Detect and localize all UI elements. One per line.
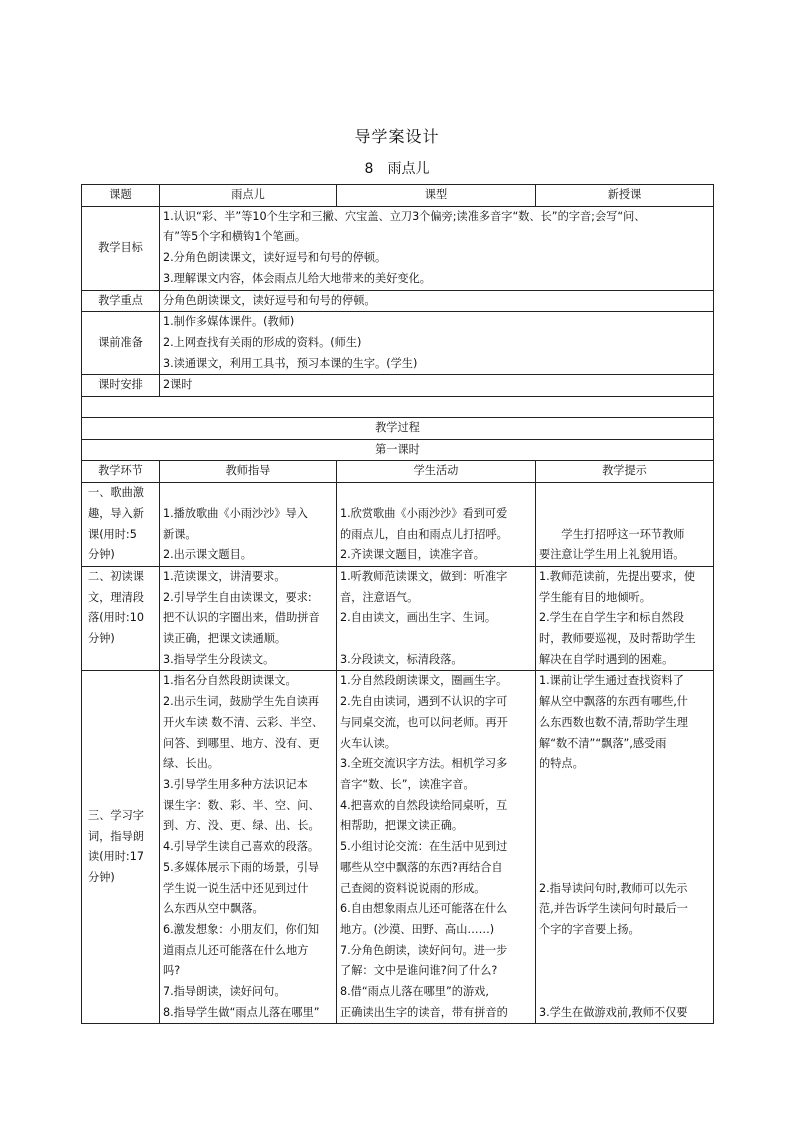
prep-cell [160,312,714,375]
student-cell [337,483,536,567]
tips-line: 解从空中飘落的东西有哪些,什 [539,695,688,709]
prep-line: 3.读通课文，利用工具书，预习本课的生字。(学生) [163,356,418,370]
student-line: 哪些从空中飘落的东西?再结合自 [340,860,503,874]
goal-line: 1.认识“彩、半”等10个生字和三撇、穴宝盖、立刀3个偏旁;读准多音字“数、长”的字音;会写“问、 [163,209,646,223]
teacher-line: 1.指名分自然段朗读课文。 [163,674,297,688]
tips-line [539,483,710,504]
tips-line: 的特点。 [539,757,584,771]
teacher-line [163,483,333,504]
topic-value: 雨点儿 [160,185,337,207]
student-line: 相帮助，把课文读正确。 [340,819,464,833]
student-line: 己查阅的资料说说雨的形成。 [340,881,486,895]
type-value: 新授课 [536,185,714,207]
section-row-3 [82,671,714,1024]
section-row-1 [82,483,714,567]
teacher-cell [160,566,337,671]
teacher-line: 2.引导学生自由读课文，要求: [163,590,312,604]
hours-row [82,375,714,397]
teacher-line: 新课。 [163,527,197,541]
focus-label: 教学重点 [82,290,160,312]
teacher-line: 2.出示生词，鼓励学生先自读再 [163,695,320,709]
tips-line: 解决在自学时遇到的困难。 [539,652,674,666]
tips-cell [536,566,714,671]
student-line: 2.自由读文，画出生字、生词。 [340,611,497,625]
tips-line: 3.学生在做游戏前,教师不仅要 [539,1005,688,1019]
tips-line: 时，教师要巡视，及时帮助学生 [539,632,696,646]
teacher-line: 问答、到哪里、地方、没有、更 [163,736,320,750]
student-cell [337,566,536,671]
teacher-line: 么东西从空中飘落。 [163,902,264,916]
teacher-line: 1.范读课文，讲清要求。 [163,569,286,583]
lesson-name: 雨点儿 [387,161,430,177]
tips-line: 个字的字音要上扬。 [539,922,640,936]
prep-row [82,312,714,375]
student-line: 7.分角色朗读，读好问句。进一步 [340,943,508,957]
teacher-cell [160,483,337,567]
student-line: 8.借“雨点儿落在哪里”的游戏, [340,985,489,999]
student-line: 火车认读。 [340,736,396,750]
stage-line: 三、学习字 [88,809,144,823]
teacher-line: 开火车读 数不清、云彩、半空、 [163,715,324,729]
column-header-student: 学生活动 [337,461,536,483]
tips-line: 解“数不清”“飘落”,感受雨 [539,736,667,750]
hours-value: 2课时 [160,375,714,397]
teacher-line: 4.引导学生读自己喜欢的段落。 [163,840,320,854]
period-heading: 第一课时 [82,439,714,461]
stage-line: 一、歌曲激 [88,486,144,500]
tips-line: 1.教师范读前，先提出要求，使 [539,569,696,583]
process-heading-row [82,418,714,440]
stage-line: 趣，导入新 [88,506,144,520]
topic-label: 课题 [82,185,160,207]
tips-line: 范,并告诉学生读问句时最后一 [539,902,688,916]
student-line: 与同桌交流，也可以问老师。再开 [340,715,508,729]
goals-row [82,206,714,290]
student-line: 正确读出生字的读音，带有拼音的 [340,1005,508,1019]
stage-line: 词，指导朗 [88,829,144,843]
student-line: 4.把喜欢的自然段读给同桌听，互 [340,798,508,812]
lesson-number: 8 [364,161,374,177]
teacher-line: 3.引导学生用多种方法识记本 [163,777,308,791]
student-line: 2.齐读课文题目，读准字音。 [340,548,485,562]
teacher-line: 1.播放歌曲《小雨沙沙》导入 [163,506,308,520]
lesson-plan-table [81,184,714,1024]
student-line: 2.先自由读词，遇到不认识的字可 [340,695,508,709]
stage-cell [82,566,160,671]
teacher-line: 5.多媒体展示下雨的场景，引导 [163,860,320,874]
student-line: 1.听教师范读课文，做到：听准字 [340,569,508,583]
tips-line: 1.课前让学生通过查找资料了 [539,674,684,688]
prep-line: 1.制作多媒体课件。(教师) [163,315,295,329]
teacher-line: 吗? [163,964,181,978]
type-label: 课型 [337,185,536,207]
stage-line: 落(用时:10 [88,611,144,625]
teacher-cell [160,671,337,1024]
column-header-tips: 教学提示 [536,461,714,483]
student-line: 1.欣赏歌曲《小雨沙沙》看到可爱 [340,506,508,520]
tips-line: 学生能有目的地倾听。 [539,590,651,604]
stage-line: 二、初读课 [88,569,144,583]
goal-line: 3.理解课文内容，体会雨点儿给大地带来的美好变化。 [163,271,431,285]
student-line: 了解：文中是谁问谁?问了什么? [340,964,498,978]
goals-cell [160,206,714,290]
tips-line: 2.指导读问句时,教师可以先示 [539,881,688,895]
teacher-line: 6.激发想象：小朋友们，你们知 [163,922,320,936]
page-title: 导学案设计 [354,127,440,146]
student-cell [337,671,536,1024]
teacher-line: 7.指导朗读，读好问句。 [163,985,286,999]
stage-cell [82,483,160,567]
process-heading: 教学过程 [82,418,714,440]
tips-line: 要注意让学生用上礼貌用语。 [539,548,685,562]
lesson-heading [0,158,794,178]
section-row-2 [82,566,714,671]
goals-label: 教学目标 [82,206,160,290]
teacher-line: 绿、长出。 [163,757,219,771]
stage-line: 文，理清段 [88,590,144,604]
teacher-line: 2.出示课文题目。 [163,548,252,562]
teacher-line: 把不认识的字圈出来，借助拼音 [163,611,320,625]
column-header-teacher: 教师指导 [160,461,337,483]
tips-cell [536,671,714,1024]
tips-line [539,504,710,525]
focus-row [82,290,714,312]
stage-line: 读(用时:17 [88,850,144,864]
prep-label: 课前准备 [82,312,160,375]
focus-value: 分角色朗读课文，读好逗号和句号的停顿。 [160,290,714,312]
teacher-line: 学生说一说生活中还见到过什 [163,881,309,895]
student-line: 5.小组讨论交流：在生活中见到过 [340,840,508,854]
tips-cell [536,483,714,567]
teacher-line: 课生字：数、彩、半、空、问、 [163,798,320,812]
teacher-line: 8.指导学生做“雨点儿落在哪里” [163,1005,320,1019]
column-header-row [82,461,714,483]
stage-line: 分钟) [88,632,115,646]
student-line: 地方。(沙漠、田野、高山……) [340,922,495,936]
topic-row [82,185,714,207]
column-header-stage: 教学环节 [82,461,160,483]
stage-cell [82,671,160,1024]
student-line: 6.自由想象雨点儿还可能落在什么 [340,902,508,916]
student-line: 音字“数、长”，读准字音。 [340,777,475,791]
teacher-line: 道雨点儿还可能落在什么地方 [163,943,309,957]
student-line: 3.全班交流识字方法。相机学习多 [340,757,508,771]
student-line: 3.分段读文，标清段落。 [340,652,463,666]
teacher-line: 读正确，把课文读通顺。 [163,632,287,646]
stage-line: 分钟) [88,548,115,562]
student-line: 音，注意语气。 [340,590,419,604]
blank-row [82,397,714,418]
hours-label: 课时安排 [82,375,160,397]
stage-line: 分钟) [88,871,115,885]
stage-line: 课(用时:5 [88,527,137,541]
student-line: 1.分自然段朗读课文，圈画生字。 [340,674,508,688]
prep-line: 2.上网查找有关雨的形成的资料。(师生) [163,335,362,349]
goal-line: 2.分角色朗读课文，读好逗号和句号的停顿。 [163,251,387,265]
teacher-line: 3.指导学生分段读文。 [163,652,275,666]
student-line [340,629,532,650]
tips-line: 2.学生在自学生字和标自然段 [539,611,684,625]
tips-line: 么东西数也数不清,帮助学生理 [539,715,688,729]
goal-line: 有”等5个字和横钩1个笔画。 [163,230,307,244]
student-line: 的雨点儿，自由和雨点儿打招呼。 [340,527,508,541]
student-line [340,483,532,504]
tips-line: 学生打招呼这一环节教师 [561,527,685,541]
teacher-line: 到、方、没、更、绿、出、长。 [163,819,320,833]
period-heading-row [82,439,714,461]
